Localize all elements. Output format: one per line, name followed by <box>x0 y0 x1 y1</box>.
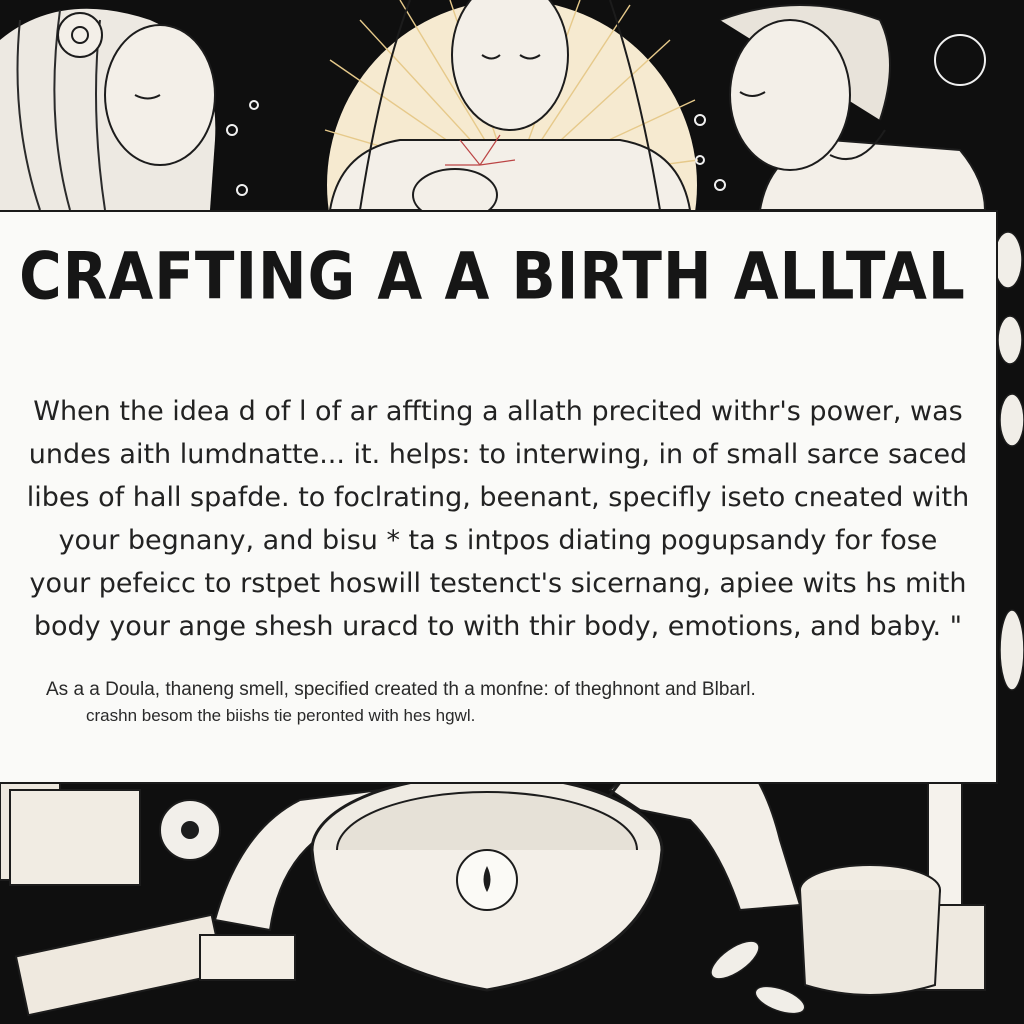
body-paragraph <box>18 390 978 648</box>
body-line: your begnany, and bisu * ta s intpos diating pogupsandy for fose <box>58 525 938 556</box>
credit-line: crashn besom the biishs tie peronted with hes hgwl. <box>86 706 476 725</box>
body-line: libes of hall spafde. to foclrating, beenant, specifly iseto cneated with <box>26 482 970 513</box>
left-woman-figure <box>0 9 215 210</box>
body-line: body your ange shesh uracd to with thir body, emotions, and baby. " <box>33 611 963 642</box>
poster-title: CRAFTING A A BIRTH ALLTAL <box>19 237 966 315</box>
body-line: When the idea d of l of ar affting a allath precited withr's power, was <box>33 396 963 427</box>
body-line: your pefeicc to rstpet hoswill testenct's sicernang, apiee wits hs mith <box>29 568 967 599</box>
credit-text <box>46 677 946 729</box>
credit-line: As a a Doula, thaneng smell, specified created th a monfne: of theghnont and Blbarl. <box>46 679 756 700</box>
body-line: undes aith lumdnatte... it. helps: to interwing, in of small sarce saced <box>28 439 968 470</box>
